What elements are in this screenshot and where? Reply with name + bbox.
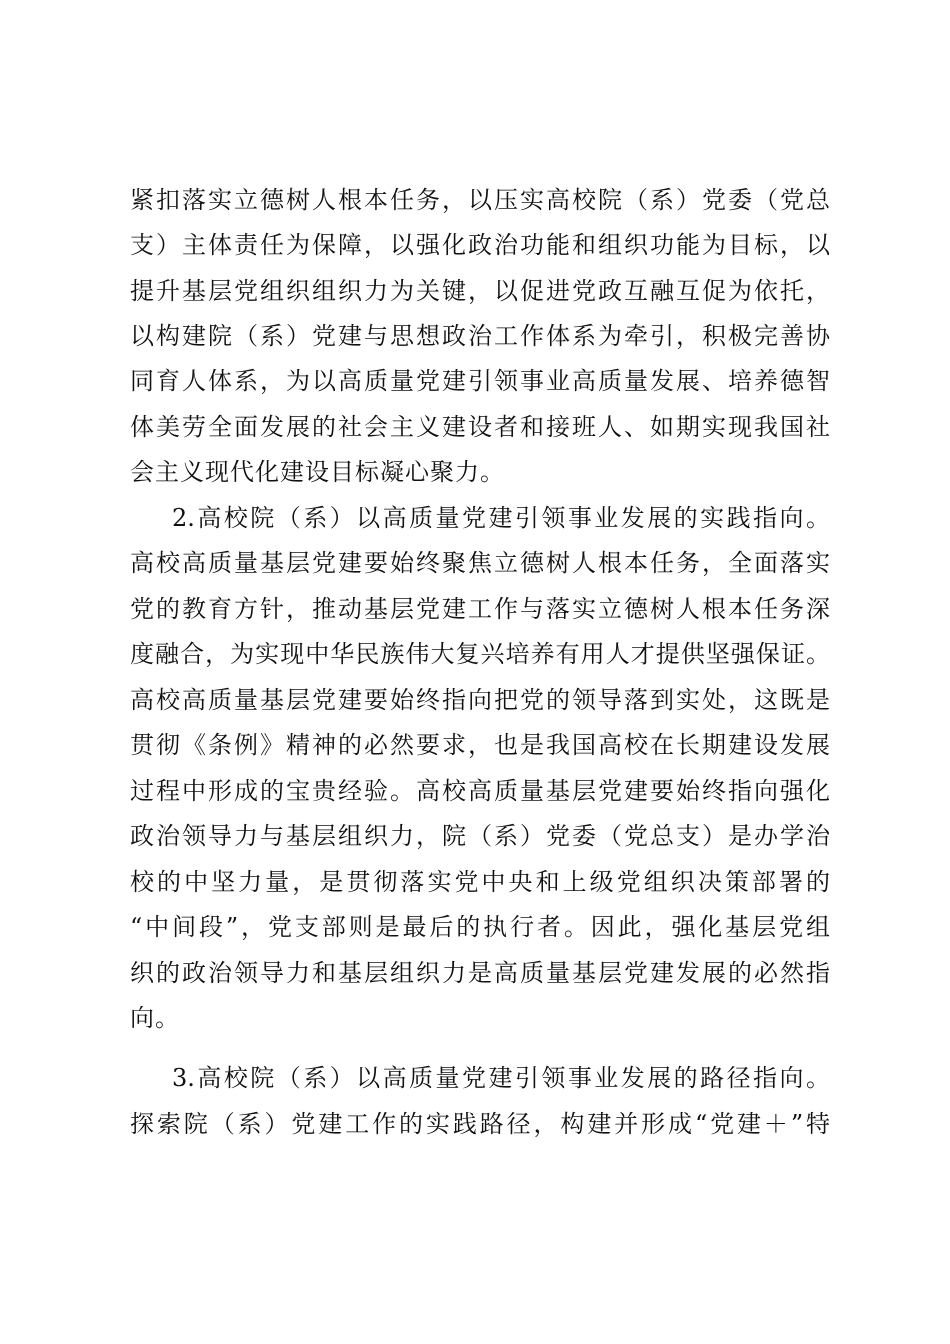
section-heading-2: 2.高校院（系）以高质量党建引领事业发展的实践指向。 [172,504,830,532]
text-line: 提升基层党组织组织力为关键，以促进党政互融互促为依托， [130,277,830,305]
text-line: 贯彻《条例》精神的必然要求，也是我国高校在长期建设发展 [130,731,830,759]
text-line: 向。 [130,1004,180,1032]
text-line: 体美劳全面发展的社会主义建设者和接班人、如期实现我国社 [130,413,830,441]
text-line: 校的中坚力量，是贯彻落实党中央和上级党组织决策部署的 [130,868,830,896]
text-line: 同育人体系，为以高质量党建引领事业高质量发展、培养德智 [130,367,830,395]
text-line: 高校高质量基层党建要始终聚焦立德树人根本任务，全面落实 [130,549,830,577]
text-line: 政治领导力与基层组织力，院（系）党委（党总支）是办学治 [130,822,830,850]
text-line: 党的教育方针，推动基层党建工作与落实立德树人根本任务深 [130,595,830,623]
text-line: 织的政治领导力和基层组织力是高质量基层党建发展的必然指 [130,959,830,987]
text-line: 过程中形成的宝贵经验。高校高质量基层党建要始终指向强化 [130,777,830,805]
text-line: 探索院（系）党建工作的实践路径，构建并形成“党建＋”特 [130,1110,830,1138]
text-line: 以构建院（系）党建与思想政治工作体系为牵引，积极完善协 [130,322,830,350]
text-line: 度融合，为实现中华民族伟大复兴培养有用人才提供坚强保证。 [130,640,830,668]
section-heading-3: 3.高校院（系）以高质量党建引领事业发展的路径指向。 [172,1064,830,1092]
text-line: 会主义现代化建设目标凝心聚力。 [130,458,505,486]
text-line: “中间段”，党支部则是最后的执行者。因此，强化基层党组 [130,913,830,941]
text-line: 高校高质量基层党建要始终指向把党的领导落到实处，这既是 [130,686,830,714]
text-line: 支）主体责任为保障，以强化政治功能和组织功能为目标，以 [130,231,830,259]
text-line: 紧扣落实立德树人根本任务，以压实高校院（系）党委（党总 [130,186,830,214]
